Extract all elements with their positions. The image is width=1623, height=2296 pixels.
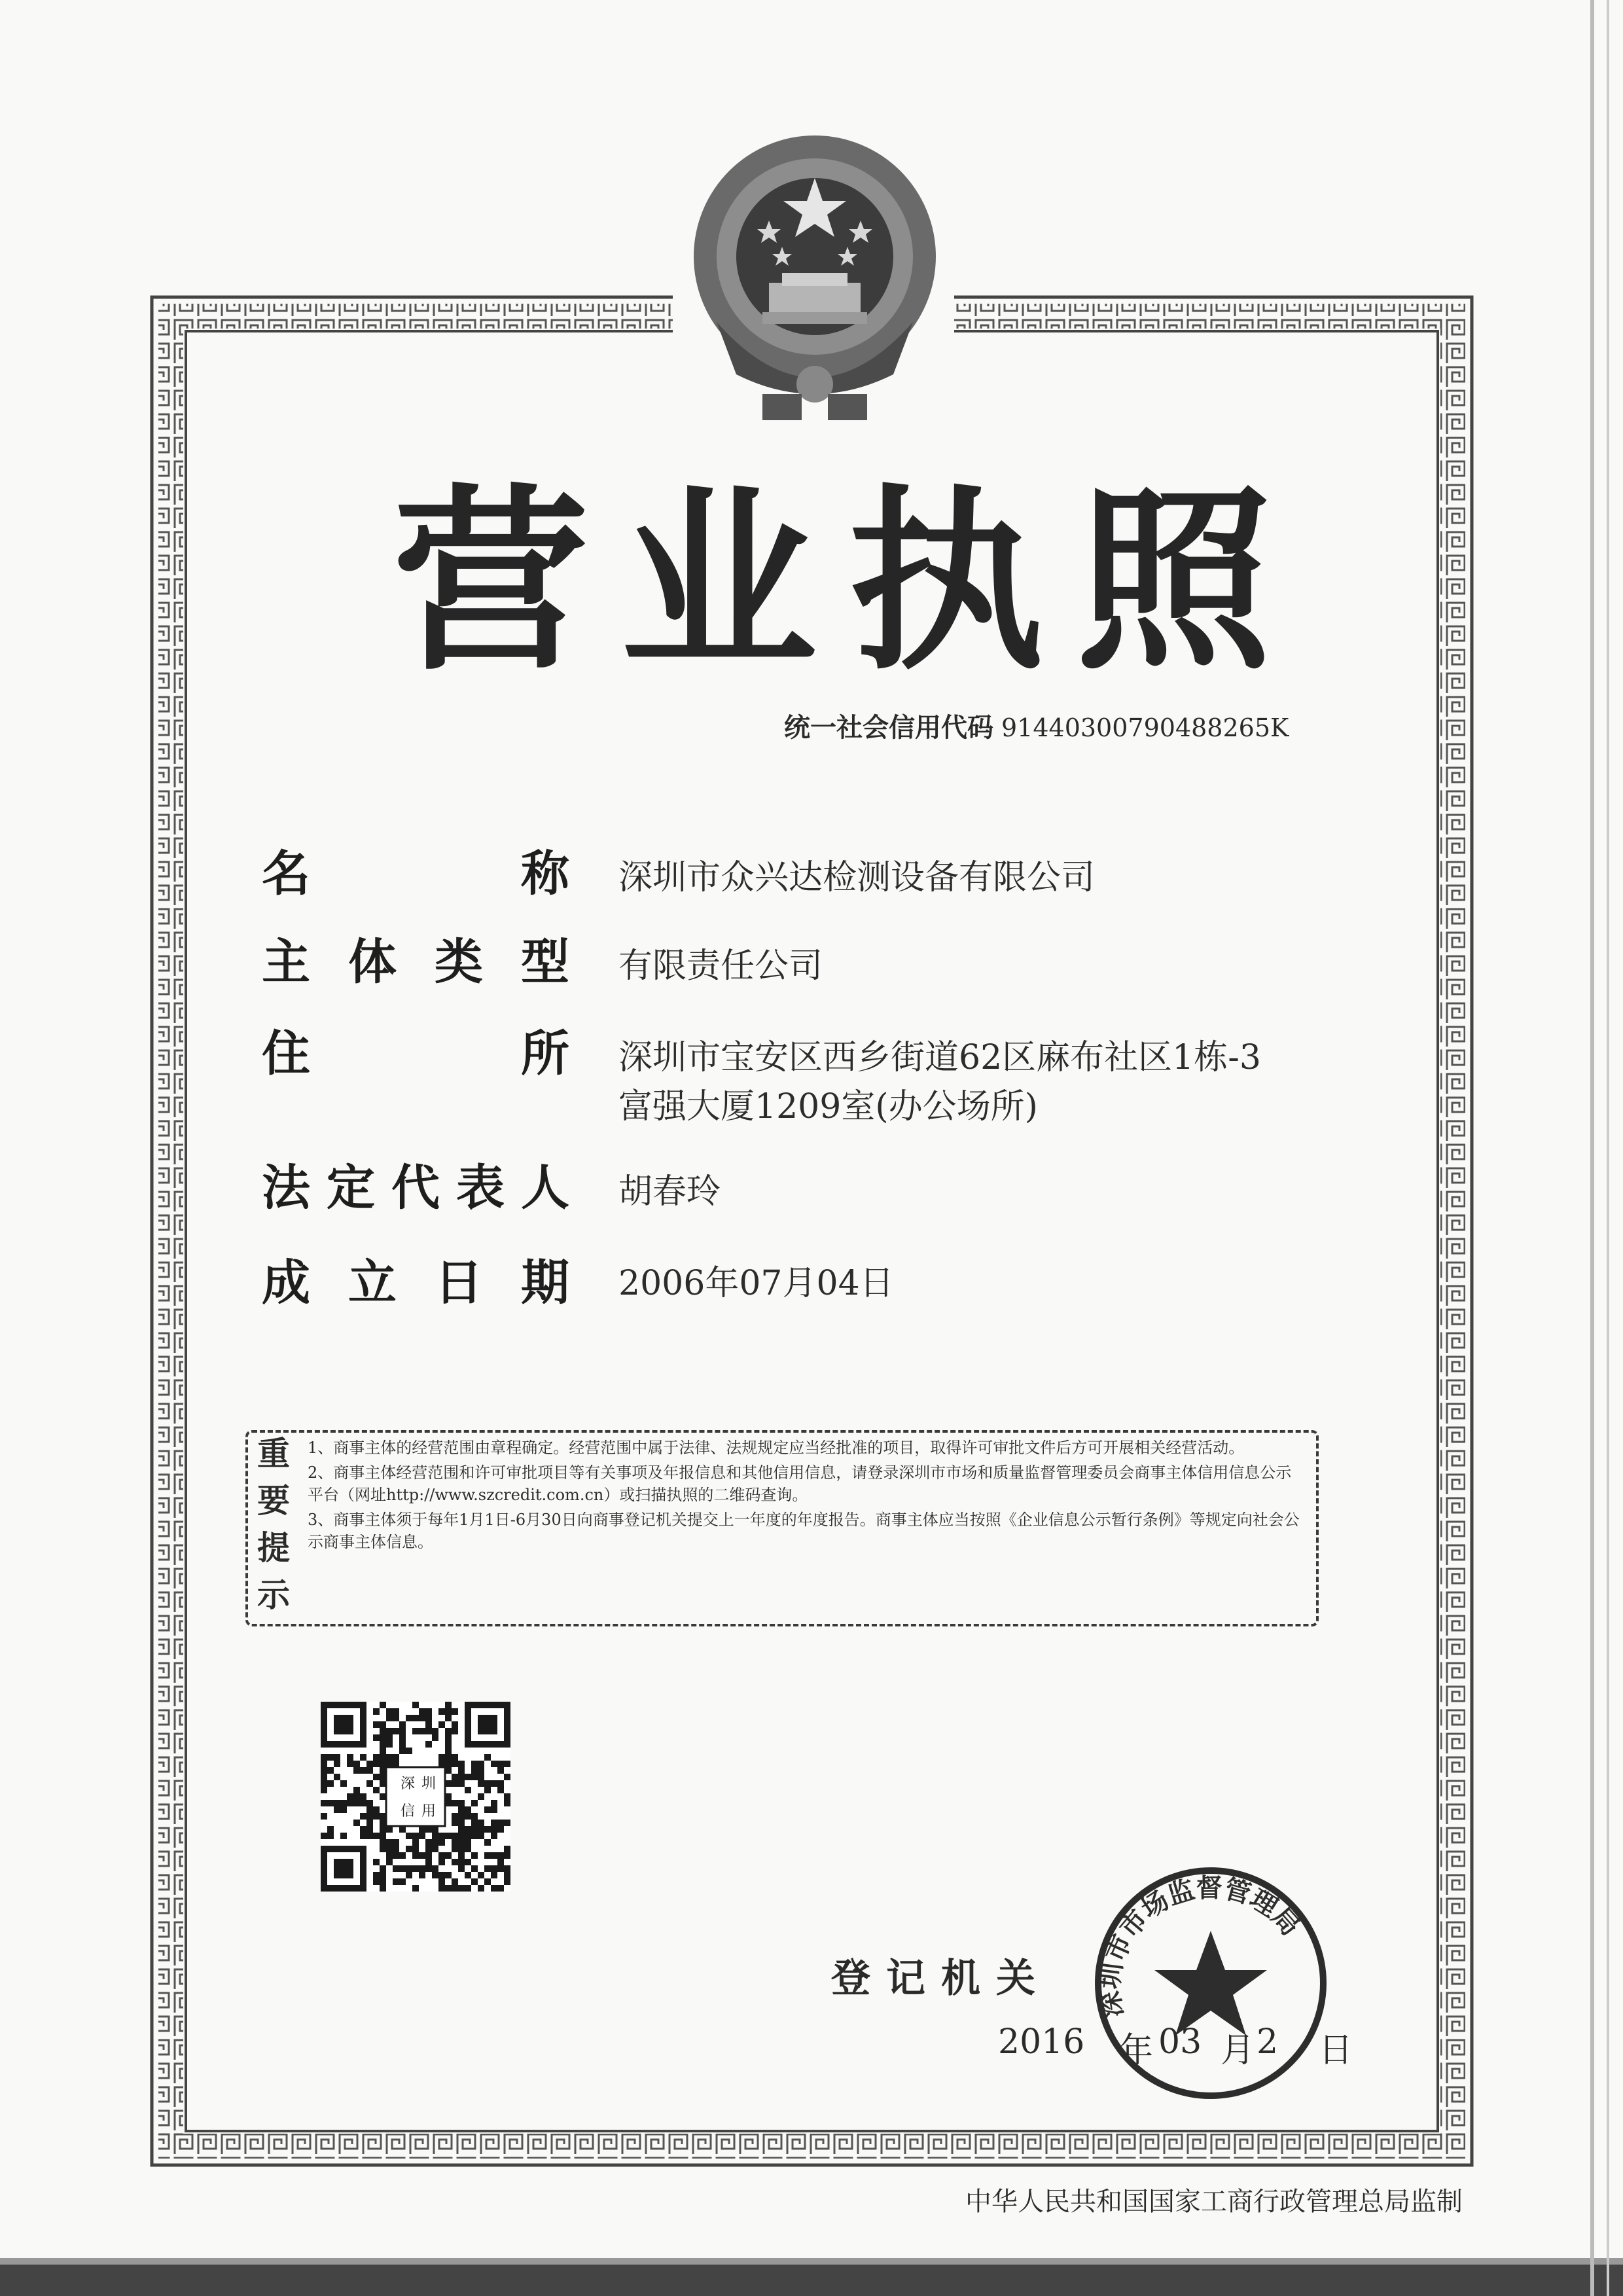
field-label-address [262,1021,569,1086]
label-char: 法 [262,1160,310,1216]
field-value-representative: 胡春玲 [618,1172,721,1211]
qr-code [321,1702,510,1892]
qr-center-char: 用 [421,1803,437,1820]
label-char: 代 [391,1160,440,1216]
qr-center-char: 圳 [421,1776,437,1792]
credit-code-value: 91440300790488265K [1001,713,1289,742]
field-value-address-line2: 富强大厦1209室(办公场所) [618,1087,1038,1126]
scan-edge-shadow [0,2251,1623,2296]
field-value-established: 2006年07月04日 [618,1264,894,1303]
qr-center-char: 深 [401,1776,416,1792]
issue-date-month: 03 [1158,2022,1202,2062]
notice-item: 2、商事主体经营范围和许可审批项目等有关事项及年报信息和其他信用信息，请登录深圳市市场和质量监督管理委员会商事主体信用信息公示平台（网址http://www.szcredit.com.cn）或扫描执照的二维码查询。 [308,1463,1292,1504]
field-value-address-line1: 深圳市宝安区西乡街道62区麻布社区1栋-3 [618,1038,1261,1077]
notice-title [255,1430,292,1619]
label-char: 类 [435,934,483,990]
credit-code-label: 统一社会信用代码 [784,713,993,743]
issue-date-month-unit: 月 [1221,2031,1255,2070]
credit-code-row [784,707,1289,749]
issue-date-day: 2 [1257,2022,1279,2062]
label-char: 定 [327,1160,375,1216]
label-char: 成 [262,1255,310,1311]
national-emblem [677,126,952,430]
label-char: 日 [435,1255,483,1311]
document-title: 营业执照 [393,468,1304,696]
notice-item: 3、商事主体须于每年1月1日-6月30日向商事登记机关提交上一年度的年度报告。商事主体应当按照《企业信息公示暂行条例》等规定向社会公示商事主体信息。 [308,1511,1300,1551]
notice-title-char: 示 [257,1576,290,1614]
label-char: 主 [262,934,310,990]
label-char: 表 [456,1160,505,1216]
notice-title-char: 要 [257,1482,290,1520]
registration-authority-label: 登记机关 [831,1956,1051,2001]
label-char: 体 [348,934,397,990]
field-label-established [262,1250,569,1316]
field-label-representative [262,1155,569,1221]
issuer-footer: 中华人民共和国国家工商行政管理总局监制 [965,2187,1463,2217]
label-char: 名 [262,846,310,902]
label-char: 住 [262,1026,310,1082]
field-label-type [262,929,569,995]
label-char: 型 [521,934,569,990]
scan-side-shadow [1571,0,1623,2296]
issue-date-day-unit: 日 [1319,2031,1353,2070]
label-char: 人 [521,1160,569,1216]
seal-text: 深圳市市场监督管理局 [1094,1873,1306,2020]
label-char: 期 [521,1255,569,1311]
label-char: 称 [521,846,569,902]
notice-title-char: 重 [257,1435,290,1473]
notice-text [308,1437,1302,1556]
field-label-name [262,841,569,906]
label-char: 立 [348,1255,397,1311]
issue-date-year: 2016 [998,2022,1085,2062]
qr-center-char: 信 [401,1803,416,1820]
field-value-name: 深圳市众兴达检测设备有限公司 [618,858,1096,897]
notice-item: 1、商事主体的经营范围由章程确定。经营范围中属于法律、法规规定应当经批准的项目，取得许可审批文件后方可开展相关经营活动。 [308,1439,1245,1457]
issue-date-year-unit: 年 [1119,2031,1154,2070]
notice-title-char: 提 [257,1529,290,1567]
label-char: 所 [521,1026,569,1082]
field-value-type: 有限责任公司 [618,946,823,986]
